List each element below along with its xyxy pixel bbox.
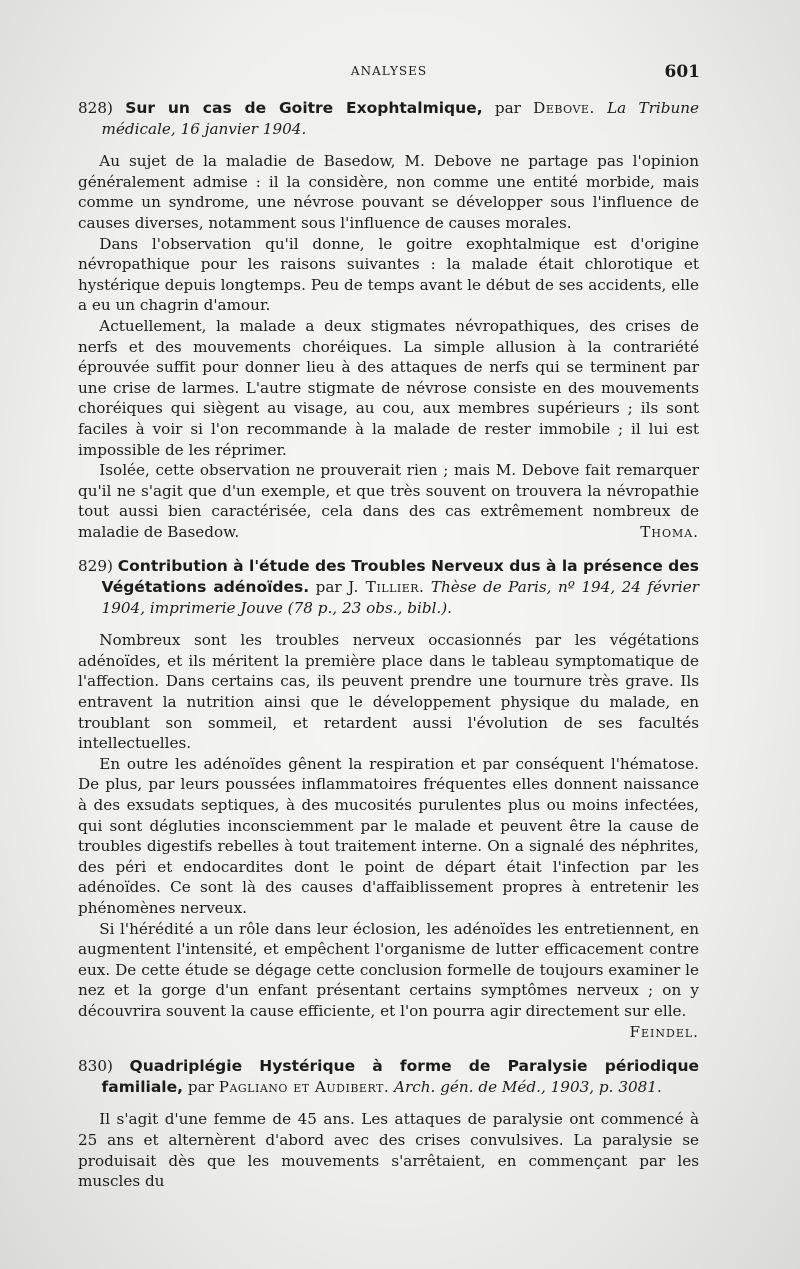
- entry-number: 829): [78, 557, 113, 576]
- entry-author: J. Tillier.: [348, 578, 425, 597]
- paragraph: Nombreux sont les troubles nerveux occasionnés par les végétations adénoïdes, et ils méritent la première place dans le tableau symptomatique de l'affection. Dans certains cas, ils peuvent prendre une tournure très grave. Ils entravent la nutrition ainsi que le développement physique du malade, en troublant son sommeil, et retardent aussi l'évolution de ses facultés intellectuelles.: [78, 631, 699, 753]
- paragraph: Dans l'observation qu'il donne, le goitre exophtalmique est d'origine névropathique pour les raisons suivantes : la malade était chlorotique et hystérique depuis longtemps. Peu de temps avant le début de ses accidents, elle a eu un chagrin d'amour.: [78, 234, 699, 315]
- entry-title: [78, 1056, 699, 1097]
- running-head: ANALYSES: [350, 64, 428, 78]
- entry-title: [78, 556, 699, 618]
- signature: Thoma.: [640, 522, 699, 541]
- entry-number: 830): [78, 1057, 113, 1076]
- entry-title: [78, 98, 699, 139]
- entry-by: par: [183, 1077, 219, 1096]
- paragraph: Si l'hérédité a un rôle dans leur éclosion, les adénoïdes les entretiennent, en augmentent l'intensité, et empêchent l'organisme de lutter efficacement contre eux. De cette étude se dégage cette conclusion formelle de toujours examiner le nez et la gorge d'un enfant présentant certains symptômes nerveux ; on y découvrira souvent la cause efficiente, et l'on pourra agir directement sur elle.: [78, 919, 699, 1020]
- signature: Feindel.: [629, 1022, 699, 1041]
- entry-by: par: [309, 578, 349, 597]
- entry-heading: Contribution à l'étude des Troubles Nerveux dus à la présence des Végétations adénoïdes.: [101, 557, 699, 597]
- entry-author: Pagliano et Audibert.: [218, 1077, 390, 1096]
- paragraph: En outre les adénoïdes gênent la respiration et par conséquent l'hématose. De plus, par leurs poussées inflammatoires fréquentes elles donnent naissance à des exsudats septiques, à des mucosités purulentes plus ou moins infectées, qui sont dégluties inconsciemment par le malade et peuvent être la cause de troubles digestifs rebelles à tout traitement interne. On a signalé des néphrites, des péri et endocardites dont le point de départ était l'infection par les adénoïdes. Ce sont là des causes d'affaiblissement propres à entretenir les phénomènes nerveux.: [78, 754, 699, 917]
- paragraph: Actuellement, la malade a deux stigmates névropathiques, des crises de nerfs et des mouvements choréiques. La simple allusion à la contrariété éprouvée suffit pour donner lieu à des attaques de nerfs qui se terminent par une crise de larmes. L'autre stigmate de névrose consiste en des mouvements choréiques qui siègent au visage, au cou, aux membres supérieurs ; ils sont faciles à voir si l'on recommande à la malade de rester immobile ; il lui est impossible de les réprimer.: [78, 316, 699, 459]
- entry-source: La Tribune médicale, 16 janvier 1904.: [101, 99, 699, 138]
- text-column: [78, 98, 699, 1192]
- entry-heading: Sur un cas de Goitre Exophtalmique,: [125, 99, 483, 117]
- entry-830: [78, 1056, 699, 1192]
- entry-author: Debove.: [533, 99, 595, 117]
- paragraph: Il s'agit d'une femme de 45 ans. Les attaques de paralysie ont commencé à 25 ans et alternèrent d'abord avec des crises convulsives. La paralysie se produisait dès que les mouvements s'arrêtaient, en commençant par les muscles du: [78, 1110, 699, 1191]
- entry-number: 828): [78, 99, 113, 117]
- entry-by: par: [482, 99, 534, 117]
- entry-829: [78, 556, 699, 1042]
- entry-source: Thèse de Paris, nº 194, 24 février 1904, imprimerie Jouve (78 p., 23 obs., bibl.).: [101, 578, 699, 617]
- entry-heading: Quadriplégie Hystérique à forme de Paralysie périodique familiale,: [101, 1057, 699, 1096]
- paragraph-text: Isolée, cette observation ne prouverait rien ; mais M. Debove fait remarquer qu'il ne s'agit que d'un exemple, et que très souvent on trouvera la névropathie tout aussi bien caractérisée, cela dans des cas extrêmement nombreux de maladie de Basedow.: [78, 461, 699, 541]
- page-number: 601: [664, 62, 700, 82]
- entry-828: [78, 98, 699, 542]
- entry-source: Arch. gén. de Méd., 1903, p. 3081.: [389, 1077, 662, 1096]
- page-header: [78, 62, 700, 84]
- paragraph: [78, 460, 699, 542]
- paragraph: Au sujet de la maladie de Basedow, M. Debove ne partage pas l'opinion généralement admise : il la considère, non comme une entité morbide, mais comme un syndrome, une névrose pouvant se développer sous l'influence de causes diverses, notamment sous l'influence de causes morales.: [78, 152, 699, 232]
